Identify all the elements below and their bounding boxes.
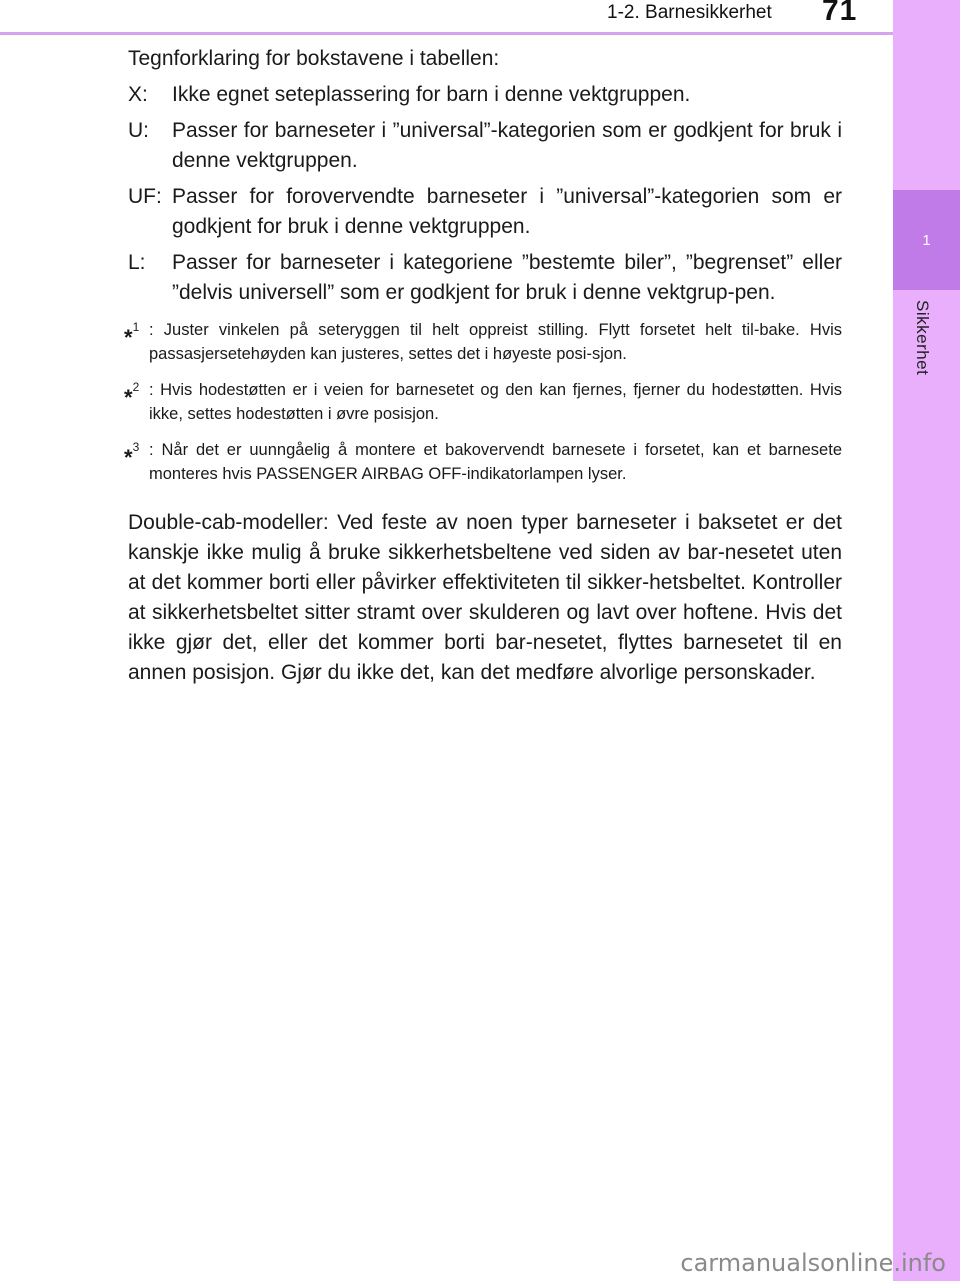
legend-text: Passer for barneseter i kategoriene ”bestemte biler”, ”begrenset” eller ”delvis universell” som er godkjent for bruk i denne vektgrup-pen. (172, 251, 842, 304)
legend-text: Passer for barneseter i ”universal”-kategorien som er godkjent for bruk i denne vektgruppen. (172, 119, 842, 172)
footnote-text: : Juster vinkelen på seteryggen til helt oppreist stilling. Flytt forsetet helt til-bake. Hvis passasjersetehøyden kan justeres, settes det i høyeste posi-sjon. (149, 321, 842, 363)
legend-key: U: (128, 119, 149, 142)
legend-intro: Tegnforklaring for bokstavene i tabellen: (128, 47, 500, 70)
footnotes (124, 318, 842, 486)
legend-item (128, 80, 842, 110)
legend-text: Passer for forovervendte barneseter i ”universal”-kategorien som er godkjent for bruk i denne vektgruppen. (172, 185, 842, 238)
chapter-title: Sikkerhet (913, 300, 932, 376)
legend-item (128, 248, 842, 308)
footnote-marker: *$^2$ (124, 380, 140, 410)
legend-item (128, 116, 842, 176)
header-section-title: 1-2. Barnesikkerhet (607, 2, 772, 23)
legend-key: X: (128, 83, 148, 106)
watermark: carmanualsonline.info (680, 1249, 946, 1277)
legend-key: UF: (128, 185, 162, 208)
chapter-number: 1 (922, 232, 931, 249)
page-content (124, 44, 842, 709)
legend-list (128, 80, 842, 308)
footnote-marker: *$^1$ (124, 320, 140, 350)
legend-item (128, 182, 842, 242)
page-number: 71 (822, 0, 858, 27)
double-cab-paragraph: Double-cab-modeller: Ved feste av noen typer barneseter i baksetet er det kanskje ikke mulig å bruke sikkerhetsbeltene ved siden av bar-nesetet uten at det kommer borti eller påvirker effektiviteten til sikker-hetsbeltet. Kontroller at sikkerhetsbeltet sitter stramt over skulderen og lavt over hoftene. Hvis det ikke gjør det, eller det kommer borti bar-nesetet, flyttes barnesetet til en annen posisjon. Gjør du ikke det, kan det medføre alvorlige personskader. (128, 511, 842, 684)
footnote-text: : Hvis hodestøtten er i veien for barnesetet og den kan fjernes, fjerner du hodestøtten. Hvis ikke, settes hodestøtten i øvre posisjon. (149, 381, 842, 423)
footnote (124, 438, 842, 486)
header-divider (0, 32, 893, 35)
legend-key: L: (128, 251, 146, 274)
footnote (124, 378, 842, 426)
footnote (124, 318, 842, 366)
legend-text: Ikke egnet seteplassering for barn i denne vektgruppen. (172, 83, 691, 106)
footnote-text: : Når det er uunngåelig å montere et bakovervendt barnesete i forsetet, kan et barnesete monteres hvis PASSENGER AIRBAG OFF-indikatorlampen lyser. (149, 441, 842, 483)
footnote-marker: *$^3$ (124, 440, 140, 470)
